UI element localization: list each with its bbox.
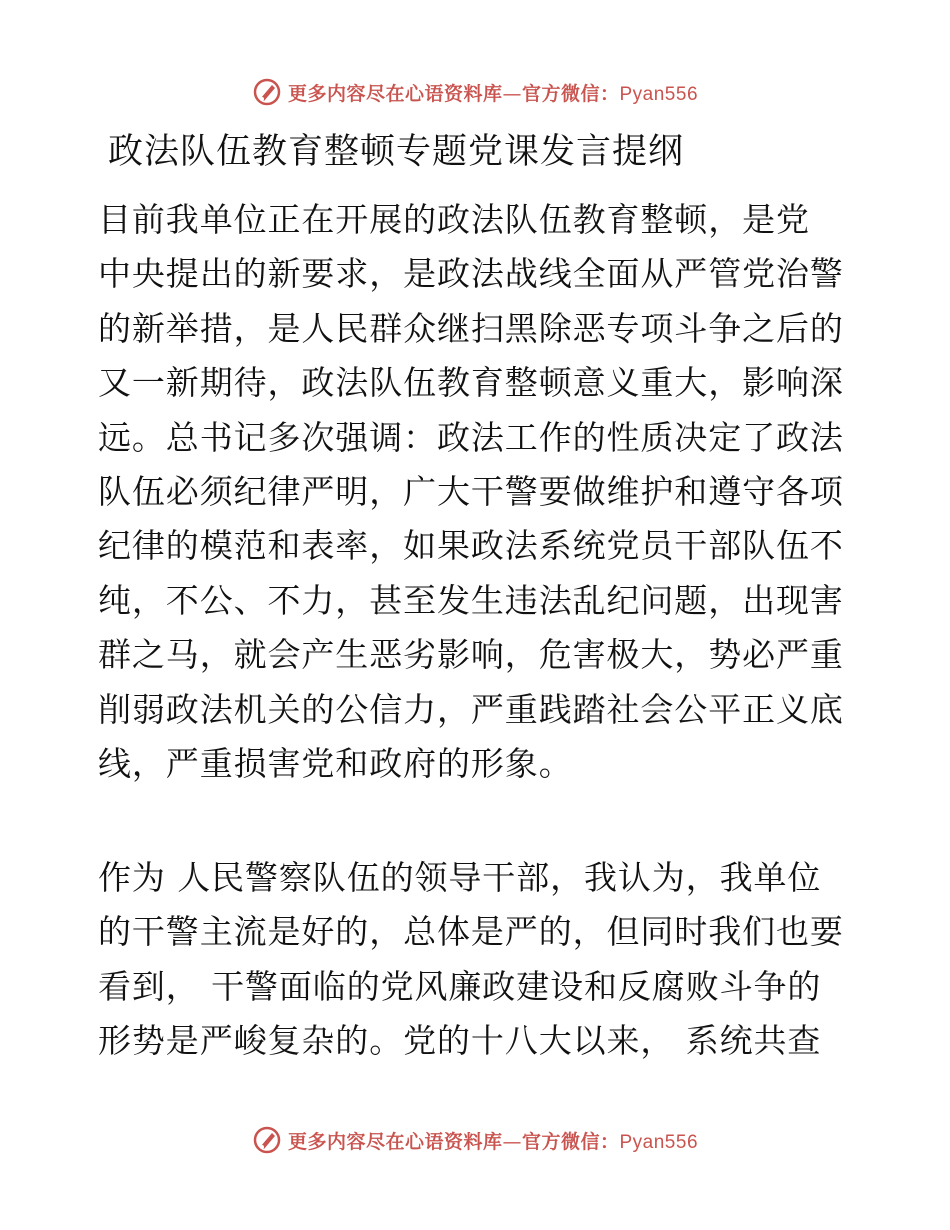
text-line: 目前我单位正在开展的政法队伍教育整顿，是党 xyxy=(98,200,810,239)
watermark-footer xyxy=(0,1120,950,1160)
text-line: 又一新期待，政法队伍教育整顿意义重大，影响深 xyxy=(98,363,844,403)
text-line: 线，严重损害党和政府的形象。 xyxy=(98,743,573,783)
watermark-cn: 更多内容尽在心语资料库 xyxy=(287,82,503,105)
watermark-text xyxy=(288,1127,698,1154)
watermark-dash: — xyxy=(502,82,522,105)
watermark-brand: Pyan556 xyxy=(619,1131,699,1153)
watermark-group xyxy=(252,1125,698,1155)
text-line: 纪律的模范和表率，如果政法系统党员干部队伍不 xyxy=(98,526,844,566)
watermark-text xyxy=(288,79,698,106)
pen-seal-icon xyxy=(252,1125,282,1155)
watermark-official: 官方微信： xyxy=(521,82,620,105)
text-line: 纯，不公、不力，甚至发生违法乱纪问题，出现害 xyxy=(98,580,844,620)
paragraph-2 xyxy=(98,851,858,1069)
pen-seal-icon xyxy=(252,77,282,107)
text-line: 形势是严峻复杂的。党的十八大以来， 系统共查 xyxy=(98,1021,822,1061)
text-line: 群之马，就会产生恶劣影响，危害极大，势必严重 xyxy=(98,635,844,675)
text-line: 队伍必须纪律严明，广大干警要做维护和遵守各项 xyxy=(98,471,844,511)
watermark-header xyxy=(0,72,950,112)
text-line: 远。总书记多次强调：政法工作的性质决定了政法 xyxy=(98,417,844,457)
text-line: 削弱政法机关的公信力，严重践踏社会公平正义底 xyxy=(98,689,844,729)
watermark-group xyxy=(252,77,698,107)
text-line: 中央提出的新要求，是政法战线全面从严管党治警 xyxy=(98,254,844,294)
text-line: 的干警主流是好的，总体是严的，但同时我们也要 xyxy=(98,912,844,952)
watermark-cn: 更多内容尽在心语资料库 xyxy=(287,1130,503,1153)
watermark-brand: Pyan556 xyxy=(619,83,699,105)
text-line: 看到， 干警面临的党风廉政建设和反腐败斗争的 xyxy=(98,966,822,1006)
paragraph-1 xyxy=(98,193,858,791)
text-line: 的新举措，是人民群众继扫黑除恶专项斗争之后的 xyxy=(98,308,844,348)
watermark-official: 官方微信： xyxy=(521,1130,620,1153)
watermark-dash: — xyxy=(502,1130,522,1153)
text-line: 作为 人民警察队伍的领导干部，我认为，我单位 xyxy=(98,858,822,897)
document-title: 政法队伍教育整顿专题党课发言提纲 xyxy=(108,132,685,172)
